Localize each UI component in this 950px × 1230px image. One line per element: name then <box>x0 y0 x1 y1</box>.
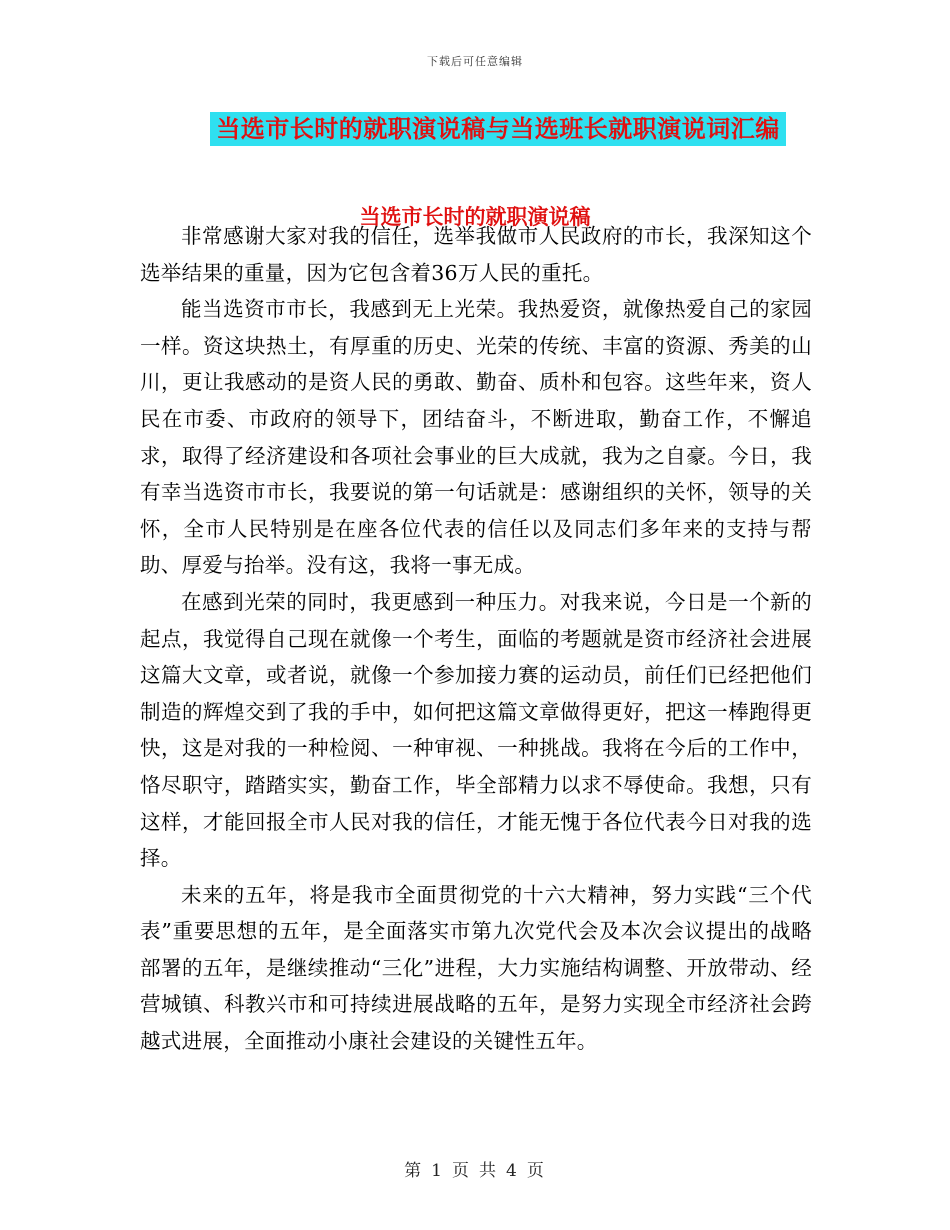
paragraph-4: 未来的五年，将是我市全面贯彻党的十六大精神，努力实践“三个代表”重要思想的五年，是全面落实市第九次党代会及本次会议提出的战略部署的五年，是继续推动“三化”进程，大力实施结构调整、开放带动、经营城镇、科教兴市和可持续进展战略的五年，是努力实现全市经济社会跨越式进展，全面推动小康社会建设的关键性五年。 <box>140 882 812 1054</box>
body-text <box>140 218 812 1060</box>
footer-total-prefix: 共 <box>479 1161 498 1181</box>
footer-prefix: 第 <box>404 1161 424 1181</box>
main-title: 当选市长时的就职演说稿与当选班长就职演说词汇编 <box>210 112 786 146</box>
header-note: 下载后可任意编辑 <box>427 55 523 68</box>
footer-page-unit: 页 <box>452 1161 471 1181</box>
paragraph-3: 在感到光荣的同时，我更感到一种压力。对我来说，今日是一个新的起点，我觉得自己现在就像一个考生，面临的考题就是资市经济社会进展这篇大文章，或者说，就像一个参加接力赛的运动员，前任们已经把他们制造的辉煌交到了我的手中，如何把这篇文章做得更好，把这一棒跑得更快，这是对我的一种检阅、一种审视、一种挑战。我将在今后的工作中，恪尽职守，踏踏实实，勤奋工作，毕全部精力以求不辱使命。我想，只有这样，才能回报全市人民对我的信任，才能无愧于各位代表今日对我的选择。 <box>140 589 812 871</box>
paragraph-1: 非常感谢大家对我的信任，选举我做市人民政府的市长，我深知这个选举结果的重量，因为它包含着36万人民的重托。 <box>140 224 812 285</box>
section-title: 当选市长时的就职演说稿 <box>359 204 591 229</box>
footer-page-number: 1 <box>431 1161 444 1181</box>
main-title-wrapper <box>0 112 950 146</box>
page-footer <box>0 1156 950 1181</box>
paragraph-2: 能当选资市市长，我感到无上光荣。我热爱资，就像热爱自己的家园一样。资这块热土，有厚重的历史、光荣的传统、丰富的资源、秀美的山川，更让我感动的是资人民的勇敢、勤奋、质朴和包容。这些年来，资人民在市委、市政府的领导下，团结奋斗，不断进取，勤奋工作，不懈追求，取得了经济建设和各项社会事业的巨大成就，我为之自豪。今日，我有幸当选资市市长，我要说的第一句话就是：感谢组织的关怀，领导的关怀，全市人民特别是在座各位代表的信任以及同志们多年来的支持与帮助、厚爱与抬举。没有这，我将一事无成。 <box>140 297 812 578</box>
footer-total-unit: 页 <box>526 1161 546 1181</box>
footer-total-pages: 4 <box>506 1161 519 1181</box>
